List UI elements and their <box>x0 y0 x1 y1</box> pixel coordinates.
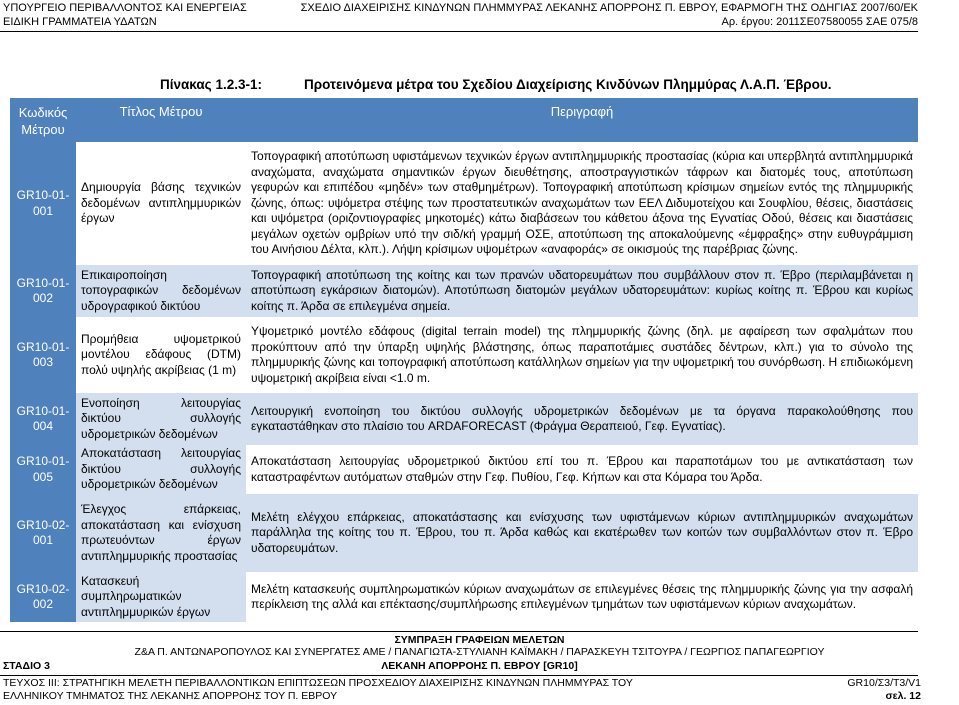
header-divider <box>0 31 918 32</box>
measure-code: GR10-01-003 <box>10 317 76 393</box>
header-description: Περιγραφή <box>246 98 918 142</box>
measure-title: Κατασκευή συμπληρωματικών αντιπλημμυρικών έργων <box>76 572 246 622</box>
measure-code: GR10-02-002 <box>10 572 76 622</box>
measure-title: Ενοποίηση λειτουργίας δικτύου συλλογής υδρομετρικών δεδομένων <box>76 393 246 445</box>
measure-description: Αποκατάσταση λειτουργίας υδρομετρικού δικτύου επί του π. Έβρου και παραποτάμων του με αντικατάσταση των καταστραφέντων αυτόματων σταθμών στην Γεφ. Πυθίου, Γεφ. Κήπων και στα Κόμαρα του Άρδα. <box>246 445 918 494</box>
page-header-line1 <box>0 1 959 16</box>
measure-description: Λειτουργική ενοποίηση του δικτύου συλλογής υδρομετρικών δεδομένων με τα όργανα παρακολούθησης που εγκαταστάθηκαν στο πλαίσιο του ARDAFORECAST (Φράγμα Θεραπειού, Γεφ. Εγνατίας). <box>246 393 918 445</box>
measure-title: Έλεγχος επάρκειας, αποκατάσταση και ενίσχυση πρωτευόντων έργων αντιπλημμυρικής προστασίας <box>76 494 246 572</box>
footer-doc-code: GR10/Σ3/Τ3/V1 <box>847 677 921 689</box>
footer-divider-top <box>0 631 918 632</box>
measure-description: Υψομετρικό μοντέλο εδάφους (digital terrain model) της πλημμυρικής ζώνης (δηλ. με αφαίρεση των σφαλμάτων που προκύπτουν από την ύπαρξη υψηλής βλάστησης, όπως παραποτάμιες συστάδες δέντρων, κλπ.) για το σύνολο της πλημμυρικής ζώνης και τοπογραφική αποτύπωση κατάλληλων σημείων για την υψομετρική του συνόρθωση. Η επιδιωκόμενη υψομετρική ακρίβεια είναι <1.0 m. <box>246 317 918 393</box>
measure-code: GR10-02-001 <box>10 494 76 572</box>
table-caption-text: Προτεινόμενα μέτρα του Σχεδίου Διαχείρισης Κινδύνων Πλημμύρας Λ.Α.Π. Έβρου. <box>304 77 832 92</box>
table-row <box>10 317 918 393</box>
header-code: Κωδικός Μέτρου <box>10 98 76 142</box>
footer-basin: ΛΕΚΑΝΗ ΑΠΟΡΡΟΗΣ Π. ΕΒΡΟΥ [GR10] <box>381 660 578 672</box>
table-header-row <box>10 98 918 142</box>
measure-title: Αποκατάσταση λειτουργίας δικτύου συλλογής υδρομετρικών δεδομένων <box>76 445 246 494</box>
page-number: σελ. 12 <box>885 690 921 702</box>
page-header-line2 <box>0 15 959 30</box>
table-row <box>10 265 918 317</box>
measure-description: Μελέτη ελέγχου επάρκειας, αποκατάστασης και ενίσχυσης των υφιστάμενων κύριων αντιπλημμυρικών αναχωμάτων παράλληλα της κοίτης του π. Έβρου, του π. Άρδα καθώς και εκατέρωθεν των κοιτών των συμβαλλόντων στον π. Έβρο υδατορευμάτων. <box>246 494 918 572</box>
measure-title: Επικαιροποίηση τοπογραφικών δεδομένων υδρογραφικού δικτύου <box>76 265 246 317</box>
measure-title: Προμήθεια υψομετρικού μοντέλου εδάφους (DTM) πολύ υψηλής ακρίβειας (1 m) <box>76 317 246 393</box>
measure-description: Τοπογραφική αποτύπωση υφιστάμενων τεχνικών έργων αντιπλημμυρικής προστασίας (κύρια και υπερβλητά αντιπλημμυρικά αναχώματα, αναχώματα σημαντικών έργων διευθέτησης, αποστραγγιστικών τάφρων και διατομές τους, αποτύπωση γεφυρών και επιπέδου «μηδέν» των σταθμημέτρων). Τοπογραφική αποτύπωση κρίσιμων σημείων εντός της πλημμυρικής ζώνης, όπως: υψόμετρα στέψης των προστατευτικών αναχωμάτων των ΕΕΛ Διδυμοτείχου και Σουφλίου, θέσεις, διαστάσεις και υψόμετρα (οριζοντιογραφίες μηκοτομές) κάτω διαβάσεων του κάθετου άξονα της Εγνατίας Οδού, θέσεις και διαστάσεις μεγάλων οχετών ομβρίων υπό την σιδ/κή γραμμή ΟΣΕ, αποτύπωση της αποκαλούμενης «έμφραξης» στην ευθυγράμμιση του Αινήσιου Δέλτα, κλπ.). Λήψη κρίσιμων υψομέτρων «αναφοράς» σε οικισμούς της παρέβριας ζώνης. <box>246 142 918 265</box>
project-number: Αρ. έργου: 2011ΣΕ07580055 ΣΑΕ 075/8 <box>721 16 918 28</box>
table-row <box>10 142 918 265</box>
header-title: Τίτλος Μέτρου <box>76 98 246 142</box>
table-row <box>10 494 918 572</box>
measure-title: Δημιουργία βάσης τεχνικών δεδομένων αντιπλημμυρικών έργων <box>76 142 246 265</box>
table-row <box>10 572 918 622</box>
ministry-name: ΥΠΟΥΡΓΕΙΟ ΠΕΡΙΒΑΛΛΟΝΤΟΣ ΚΑΙ ΕΝΕΡΓΕΙΑΣ <box>3 2 247 14</box>
measure-description: Μελέτη κατασκευής συμπληρωματικών κύριων αναχωμάτων σε επιλεγμένες θέσεις της πλημμυρικής ζώνης για την ασφαλή περίκλειση της αλλά και επέκτασης/συμπλήρωσης επιλεγμένων τμημάτων των υφιστάμενων κύριων αναχωμάτων. <box>246 572 918 622</box>
table-row <box>10 445 918 494</box>
secretariat-name: ΕΙΔΙΚΗ ΓΡΑΜΜΑΤΕΙΑ ΥΔΑΤΩΝ <box>3 16 157 28</box>
footer-divider-bottom <box>0 675 918 676</box>
footer-department: ΕΛΛΗΝΙΚΟΥ ΤΜΗΜΑΤΟΣ ΤΗΣ ΛΕΚΑΝΗΣ ΑΠΟΡΡΟΗΣ ΤΟΥ Π. ΕΒΡΟΥ <box>3 690 338 702</box>
table-caption-number: Πίνακας 1.2.3-1: <box>160 77 262 92</box>
measure-description: Τοπογραφική αποτύπωση της κοίτης και των πρανών υδατορευμάτων που συμβάλλουν στον π. Έβρο (περιλαμβάνεται η αποτύπωση εγκάρσιων διατομών). Αποτύπωση διατομών μεγάλων υδατορευμάτων: κυρίως κοίτης π. Έβρου και κυρίως κοίτης π. Άρδα σε επιλεγμένα σημεία. <box>246 265 918 317</box>
table-row <box>10 393 918 445</box>
measures-table <box>10 98 918 622</box>
footer-volume: ΤΕΥΧΟΣ ΙΙΙ: ΣΤΡΑΤΗΓΙΚΗ ΜΕΛΕΤΗ ΠΕΡΙΒΑΛΛΟΝΤΙΚΩΝ ΕΠΙΠΤΩΣΕΩΝ ΠΡΟΣΧΕΔΙΟΥ ΔΙΑΧΕΙΡΙΣΗΣ ΚΙΝΔΥΝΩΝ ΠΛΗΜΜΥΡΑΣ ΤΟΥ <box>3 677 633 689</box>
measure-code: GR10-01-005 <box>10 445 76 494</box>
measure-code: GR10-01-004 <box>10 393 76 445</box>
measure-code: GR10-01-001 <box>10 142 76 265</box>
measure-code: GR10-01-002 <box>10 265 76 317</box>
footer-stage: ΣΤΑΔΙΟ 3 <box>3 660 50 672</box>
footer-consortium-title: ΣΥΜΠΡΑΞΗ ΓΡΑΦΕΙΩΝ ΜΕΛΕΤΩΝ <box>394 634 565 646</box>
project-title: ΣΧΕΔΙΟ ΔΙΑΧΕΙΡΙΣΗΣ ΚΙΝΔΥΝΩΝ ΠΛΗΜΜΥΡΑΣ ΛΕΚΑΝΗΣ ΑΠΟΡΡΟΗΣ Π. ΕΒΡΟΥ, ΕΦΑΡΜΟΓΗ ΤΗΣ ΟΔΗΓΙΑΣ 2007/60/ΕΚ <box>300 2 918 14</box>
footer-consortium-members: Ζ&Α Π. ΑΝΤΩΝΑΡΟΠΟΥΛΟΣ ΚΑΙ ΣΥΝΕΡΓΑΤΕΣ ΑΜΕ / ΠΑΝΑΓΙΩΤΑ-ΣΤΥΛΙΑΝΗ ΚΑΪΜΑΚΗ / ΠΑΡΑΣΚΕΥΗ ΤΣΙΤΟΥΡΑ / ΓΕΩΡΓΙΟΣ ΠΑΠΑΓΕΩΡΓΙΟΥ <box>134 646 825 658</box>
